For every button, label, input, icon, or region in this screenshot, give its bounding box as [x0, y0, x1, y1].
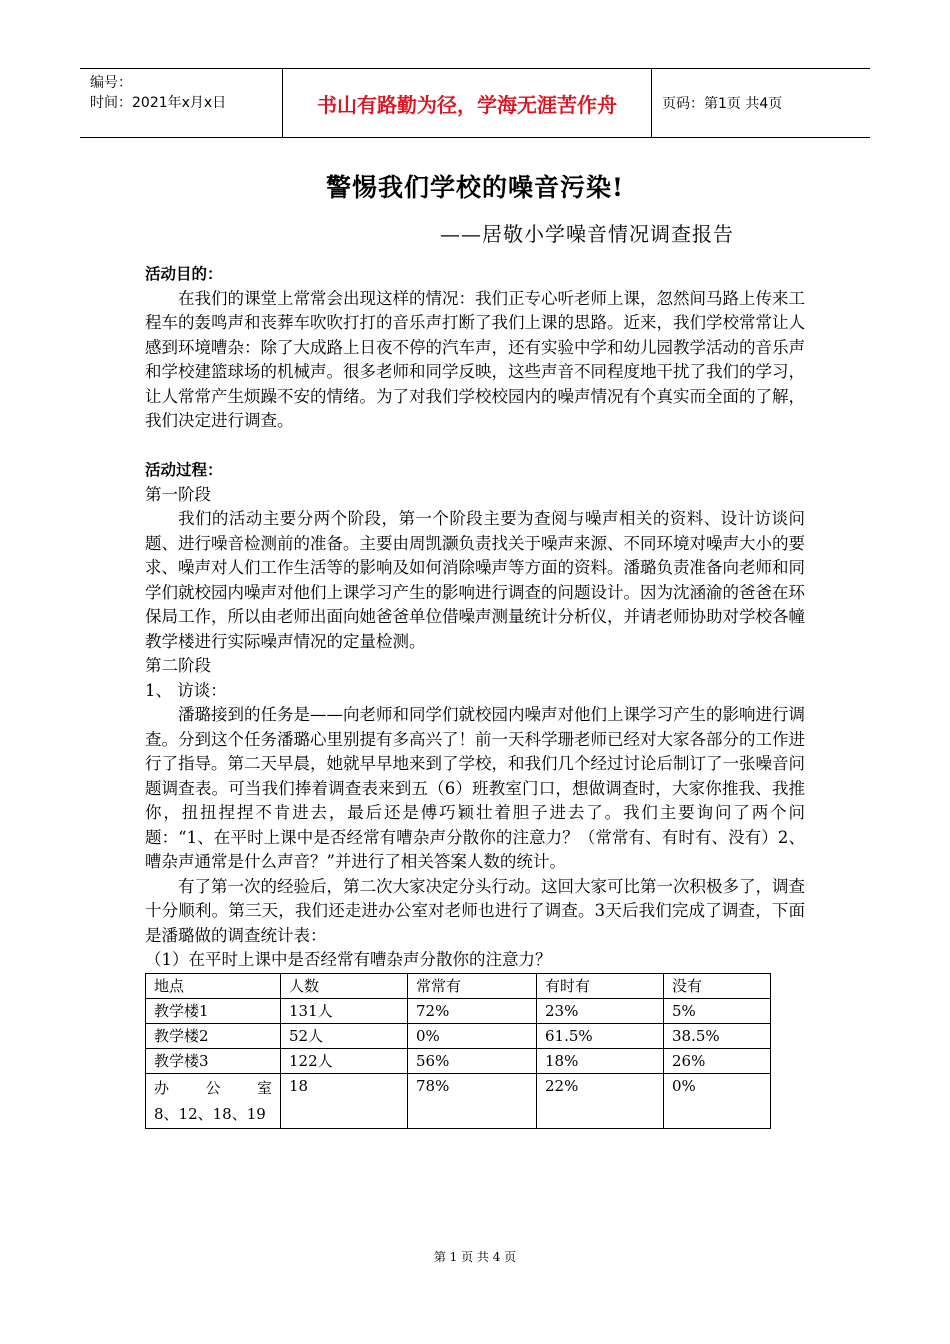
interview-label: 1、 访谈：: [145, 680, 227, 700]
table-cell: 52人: [281, 1023, 408, 1048]
table-row: [146, 1048, 771, 1073]
date-label: 时间：2021年x月x日: [90, 95, 227, 111]
header-meta: [80, 69, 282, 137]
page-subtitle: ——居敬小学噪音情况调查报告: [440, 222, 734, 246]
table-cell: 0%: [664, 1073, 771, 1128]
table-cell: 56%: [408, 1048, 537, 1073]
table-cell: 78%: [408, 1073, 537, 1128]
table-header-cell: 没有: [664, 973, 771, 998]
table-cell: 18: [281, 1073, 408, 1128]
office-char: 室: [256, 1078, 272, 1097]
table-cell: 教学楼2: [146, 1023, 281, 1048]
page-title: 警惕我们学校的噪音污染!: [326, 173, 624, 202]
table-header-cell: 有时有: [537, 973, 664, 998]
serial-label: 编号：: [90, 75, 132, 91]
table-cell: 131人: [281, 998, 408, 1023]
page-info: 页码：第1页 共4页: [662, 96, 783, 112]
interview-paragraph-2: 有了第一次的经验后，第二次大家决定分头行动。这回大家可比第一次积极多了，调查十分顺利。第三天，我们还走进办公室对老师也进行了调查。3天后我们完成了调查，下面是潘璐做的调查统计表：: [145, 876, 805, 945]
header-motto-cell: [282, 69, 652, 137]
table-cell: 38.5%: [664, 1023, 771, 1048]
table-row: [146, 1023, 771, 1048]
header-table: [80, 68, 870, 138]
table-cell: 0%: [408, 1023, 537, 1048]
stage2-label: 第二阶段: [145, 656, 211, 675]
table-cell: 23%: [537, 998, 664, 1023]
motto: 书山有路勤为径，学海无涯苦作舟: [317, 92, 617, 117]
table-header-cell: 常常有: [408, 973, 537, 998]
stage1-label: 第一阶段: [145, 484, 211, 504]
table-caption: （1）在平时上课中是否经常有嘈杂声分散你的注意力？: [145, 950, 552, 969]
table-cell: 5%: [664, 998, 771, 1023]
office-label-cell: [146, 1073, 281, 1128]
table-cell: 18%: [537, 1048, 664, 1073]
table-header-cell: 地点: [146, 973, 281, 998]
purpose-heading: 活动目的：: [145, 265, 223, 283]
table-header-cell: 人数: [281, 973, 408, 998]
stage1-paragraph: 我们的活动主要分两个阶段，第一个阶段主要为查阅与噪声相关的资料、设计访谈问题、进行噪音检测前的准备。主要由周凯灏负责找关于噪声来源、不同环境对噪声大小的要求、噪声对人们工作生活等的影响及如何消除噪声等方面的资料。潘璐负责准备向老师和同学们就校园内噪声对他们上课学习产生的影响进行调查的问题设计。因为沈涵渝的爸爸在环保局工作，所以由老师出面向她爸爸单位借噪声测量统计分析仪，并请老师协助对学校各幢教学楼进行实际噪声情况的定量检测。: [145, 509, 805, 651]
table-row: [146, 998, 771, 1023]
process-heading: 活动过程：: [145, 461, 223, 479]
table-cell: 26%: [664, 1048, 771, 1073]
table-row-office: [146, 1073, 771, 1128]
page-footer: 第 1 页 共 4 页: [433, 1250, 517, 1264]
interview-paragraph-1: 潘璐接到的任务是——向老师和同学们就校园内噪声对他们上课学习产生的影响进行调查。分到这个任务潘璐心里别提有多高兴了！前一天科学珊老师已经对大家各部分的工作进行了指导。第二天早晨，她就早早地来到了学校，和我们几个经过讨论后制订了一张噪音问题调查表。可当我们捧着调查表来到五（6）班教室门口，想做调查时，大家你推我、我推你，扭扭捏捏不肯进去，最后还是傅巧颖壮着胆子进去了。我们主要询问了两个问题：“1、在平时上课中是否经常有嘈杂声分散你的注意力？（常常有、有时有、没有）2、嘈杂声通常是什么声音？”并进行了相关答案人数的统计。: [145, 705, 805, 871]
table-header-row: [146, 973, 771, 998]
header-page-info: [652, 69, 870, 137]
office-char: 办: [154, 1078, 170, 1097]
office-char: 公: [205, 1078, 221, 1097]
table-cell: 教学楼1: [146, 998, 281, 1023]
office-label-line2: 8、12、18、19: [154, 1104, 266, 1123]
purpose-paragraph: 在我们的课堂上常常会出现这样的情况：我们正专心听老师上课，忽然间马路上传来工程车的轰鸣声和丧葬车吹吹打打的音乐声打断了我们上课的思路。近来，我们学校常常让人感到环境嘈杂：除了大成路上日夜不停的汽车声，还有实验中学和幼儿园教学活动的音乐声和学校建篮球场的机械声。很多老师和同学反映，这些声音不同程度地干扰了我们的学习，让人常常产生烦躁不安的情绪。为了对我们学校校园内的噪声情况有个真实而全面的了解，我们决定进行调查。: [145, 288, 805, 430]
document-body: [145, 262, 805, 1129]
table-cell: 教学楼3: [146, 1048, 281, 1073]
office-label-line1: [154, 1075, 272, 1101]
table-cell: 122人: [281, 1048, 408, 1073]
table-cell: 22%: [537, 1073, 664, 1128]
table-cell: 61.5%: [537, 1023, 664, 1048]
survey-table: [145, 973, 771, 1129]
table-cell: 72%: [408, 998, 537, 1023]
